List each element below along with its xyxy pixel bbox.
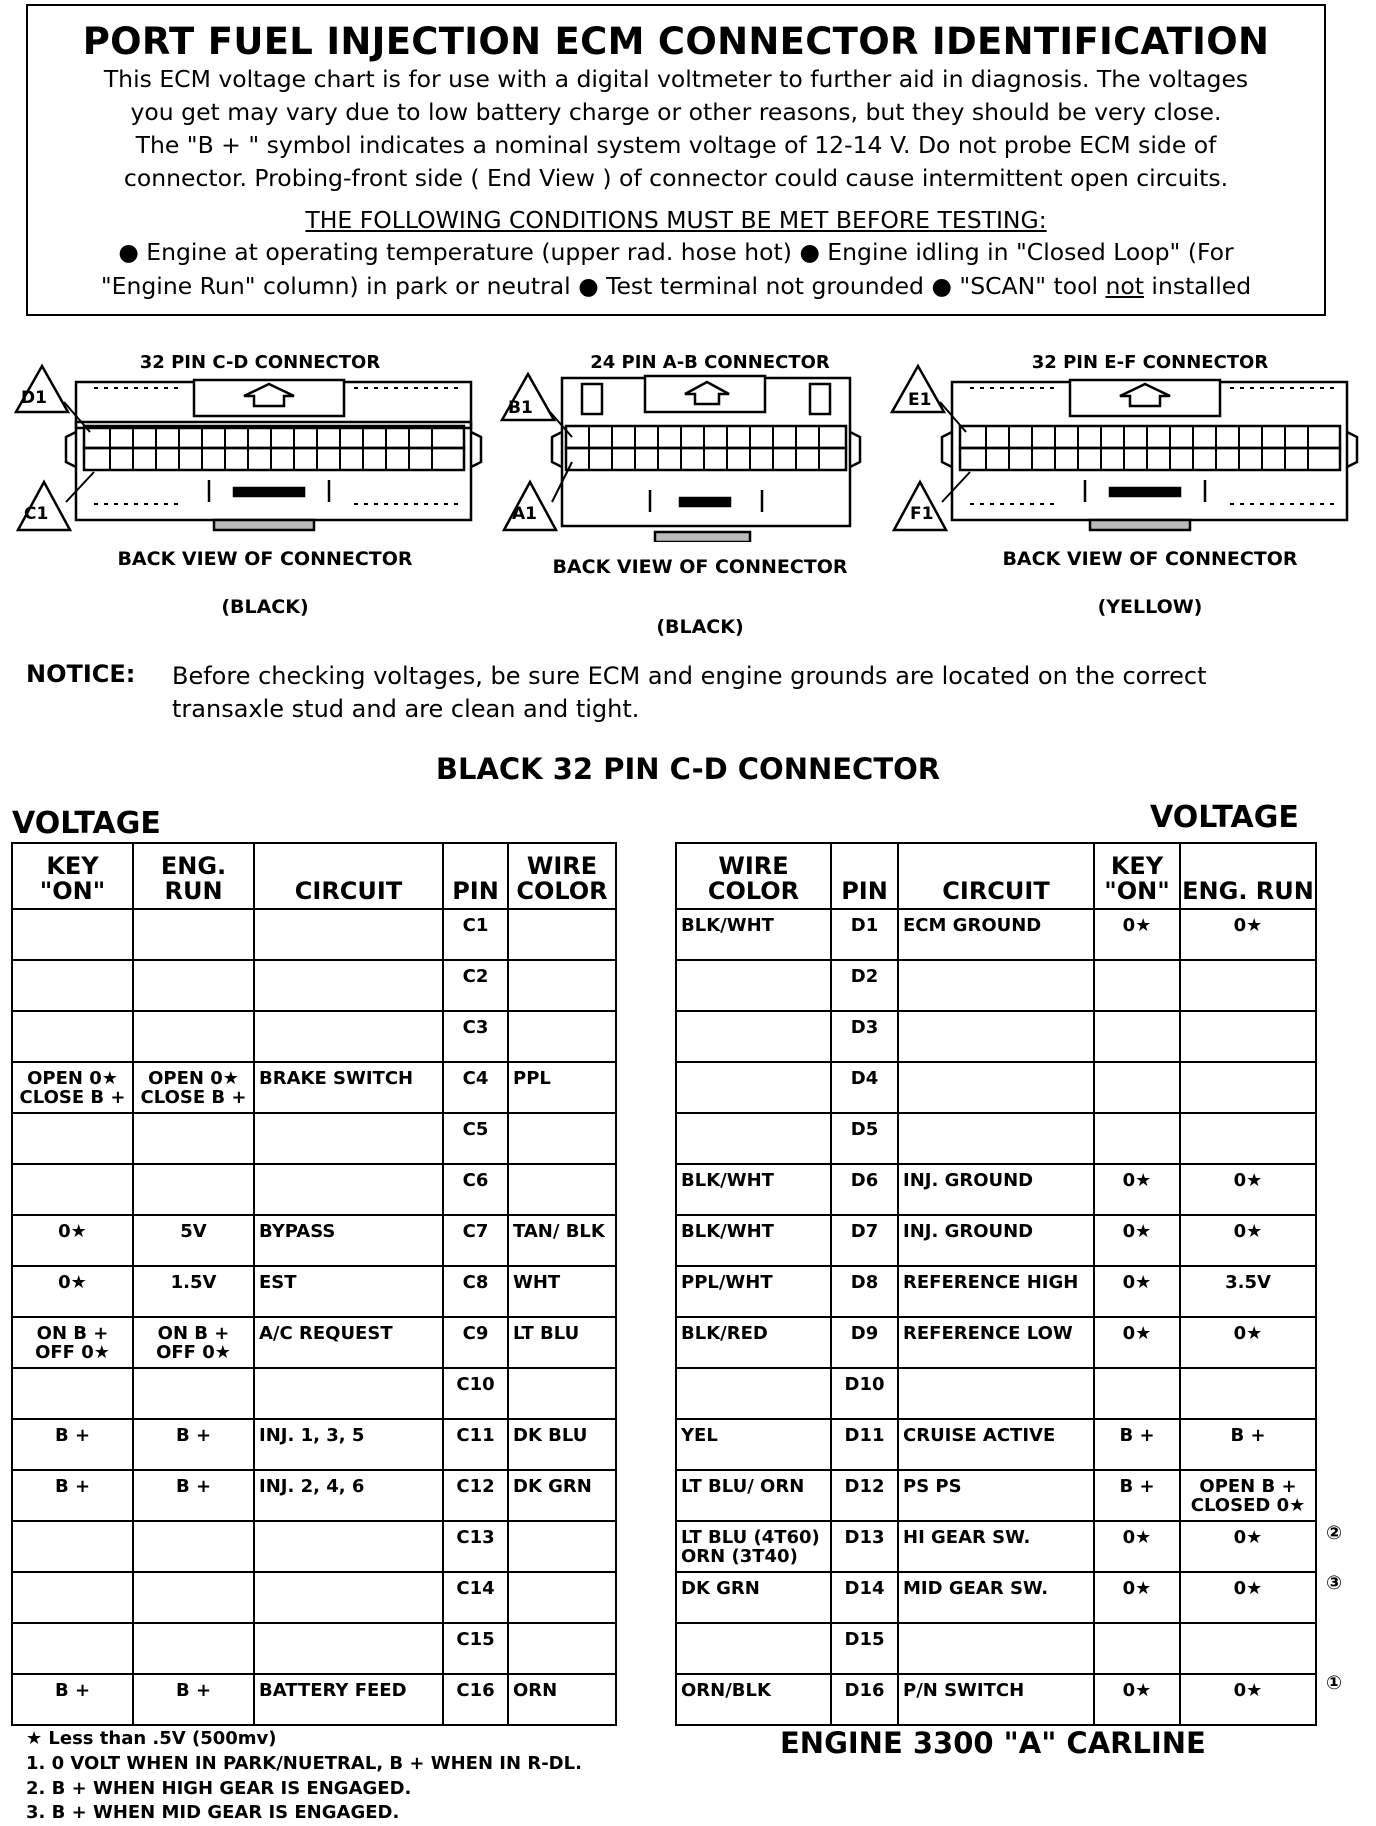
cell-eng-run xyxy=(133,1164,254,1215)
table-row xyxy=(676,1470,1316,1521)
table-row xyxy=(12,1113,616,1164)
cell-eng-run xyxy=(133,1368,254,1419)
note-marker: ③ xyxy=(1326,1572,1343,1594)
cell-wire-color: BLK/WHT xyxy=(676,1164,831,1215)
conditions-line-2-a: "Engine Run" column) in park or neutral ● Test terminal not grounded ● "SCAN" tool xyxy=(100,272,1106,300)
cell-pin: C1 xyxy=(443,909,508,960)
section-title: BLACK 32 PIN C-D CONNECTOR xyxy=(435,752,941,786)
connector-ab-label: 24 PIN A-B CONNECTOR xyxy=(590,352,830,373)
cell-key-on: B + xyxy=(12,1470,133,1521)
cell-eng-run xyxy=(1180,1011,1316,1062)
table-row xyxy=(676,1113,1316,1164)
cell-key-on xyxy=(1094,1623,1180,1674)
cell-key-on: 0★ xyxy=(1094,1521,1180,1572)
cell-eng-run xyxy=(1180,960,1316,1011)
table-row xyxy=(12,1419,616,1470)
cell-circuit xyxy=(254,1113,443,1164)
table-row xyxy=(12,1572,616,1623)
cell-key-on xyxy=(1094,1113,1180,1164)
table-row xyxy=(676,1368,1316,1419)
cell-eng-run: B + xyxy=(1180,1419,1316,1470)
cell-wire-color: BLK/WHT xyxy=(676,1215,831,1266)
cell-key-on xyxy=(1094,1011,1180,1062)
cell-wire-color: BLK/WHT xyxy=(676,909,831,960)
cell-wire-color xyxy=(508,1011,616,1062)
header-circuit: CIRCUIT xyxy=(898,843,1094,909)
marker-c1: C1 xyxy=(24,504,49,524)
table-row xyxy=(12,1011,616,1062)
cell-circuit: EST xyxy=(254,1266,443,1317)
header-circuit: CIRCUIT xyxy=(254,843,443,909)
cell-pin: C8 xyxy=(443,1266,508,1317)
cell-wire-color: LT BLU xyxy=(508,1317,616,1368)
cell-pin: D13 xyxy=(831,1521,898,1572)
cell-eng-run xyxy=(133,960,254,1011)
cell-circuit xyxy=(254,1572,443,1623)
table-row xyxy=(12,1368,616,1419)
notice-line-1: Before checking voltages, be sure ECM and engine grounds are located on the correct xyxy=(172,662,1207,690)
connector-cd-color: (BLACK) xyxy=(221,596,309,618)
cell-eng-run: OPEN 0★ CLOSE B + xyxy=(133,1062,254,1113)
cell-wire-color: ORN/BLK xyxy=(676,1674,831,1725)
cell-wire-color xyxy=(508,1164,616,1215)
cell-key-on xyxy=(12,1113,133,1164)
table-row xyxy=(12,1623,616,1674)
header-eng-run: ENG. RUN xyxy=(1180,843,1316,909)
cell-circuit: ECM GROUND xyxy=(898,909,1094,960)
cell-circuit xyxy=(254,960,443,1011)
connector-ab-color: (BLACK) xyxy=(656,616,744,638)
table-row xyxy=(676,1572,1316,1623)
cell-key-on: 0★ xyxy=(1094,1164,1180,1215)
cell-wire-color: DK GRN xyxy=(676,1572,831,1623)
cell-wire-color: DK GRN xyxy=(508,1470,616,1521)
cell-key-on xyxy=(12,909,133,960)
cell-circuit xyxy=(254,1368,443,1419)
cell-wire-color xyxy=(508,1521,616,1572)
cell-eng-run: B + xyxy=(133,1419,254,1470)
table-row xyxy=(12,1674,616,1725)
cell-pin: C5 xyxy=(443,1113,508,1164)
cell-key-on: 0★ xyxy=(1094,1266,1180,1317)
marker-d1: D1 xyxy=(21,388,47,408)
cell-eng-run xyxy=(133,1623,254,1674)
cell-key-on: B + xyxy=(1094,1470,1180,1521)
cell-key-on: 0★ xyxy=(1094,1674,1180,1725)
marker-a1: A1 xyxy=(512,504,537,524)
connector-ef-diagram xyxy=(890,362,1360,537)
cell-pin: C14 xyxy=(443,1572,508,1623)
cell-wire-color xyxy=(676,1113,831,1164)
cell-circuit xyxy=(254,909,443,960)
cell-wire-color: LT BLU (4T60) ORN (3T40) xyxy=(676,1521,831,1572)
cell-wire-color: YEL xyxy=(676,1419,831,1470)
cell-circuit: PS PS xyxy=(898,1470,1094,1521)
table-row xyxy=(676,1317,1316,1368)
conditions-title: THE FOLLOWING CONDITIONS MUST BE MET BEFORE TESTING: xyxy=(305,206,1047,234)
cell-wire-color: WHT xyxy=(508,1266,616,1317)
header-pin: PIN xyxy=(831,843,898,909)
cell-eng-run: ON B + OFF 0★ xyxy=(133,1317,254,1368)
cell-key-on: ON B + OFF 0★ xyxy=(12,1317,133,1368)
cell-circuit: INJ. GROUND xyxy=(898,1215,1094,1266)
cell-pin: D4 xyxy=(831,1062,898,1113)
cell-key-on: B + xyxy=(1094,1419,1180,1470)
cell-key-on: B + xyxy=(12,1674,133,1725)
cell-wire-color: TAN/ BLK xyxy=(508,1215,616,1266)
connector-cd-view: BACK VIEW OF CONNECTOR xyxy=(117,548,413,570)
cell-key-on: 0★ xyxy=(1094,1317,1180,1368)
cell-pin: D15 xyxy=(831,1623,898,1674)
cell-circuit: REFERENCE HIGH xyxy=(898,1266,1094,1317)
cell-eng-run: OPEN B + CLOSED 0★ xyxy=(1180,1470,1316,1521)
cell-eng-run: B + xyxy=(133,1674,254,1725)
cell-pin: C6 xyxy=(443,1164,508,1215)
cell-eng-run: 5V xyxy=(133,1215,254,1266)
cell-key-on xyxy=(12,1623,133,1674)
cell-eng-run xyxy=(133,1572,254,1623)
cell-pin: C12 xyxy=(443,1470,508,1521)
page-title: PORT FUEL INJECTION ECM CONNECTOR IDENTIFICATION xyxy=(82,20,1270,63)
cell-circuit xyxy=(898,1113,1094,1164)
header-key-on: KEY "ON" xyxy=(1094,843,1180,909)
table-row xyxy=(676,1164,1316,1215)
intro-line-3: The "B + " symbol indicates a nominal system voltage of 12-14 V. Do not probe ECM side of xyxy=(135,131,1217,159)
c-pin-table xyxy=(11,842,617,1726)
d-pin-table xyxy=(675,842,1317,1726)
cell-eng-run: 0★ xyxy=(1180,1164,1316,1215)
cell-pin: D5 xyxy=(831,1113,898,1164)
cell-eng-run: 3.5V xyxy=(1180,1266,1316,1317)
table-row xyxy=(676,1419,1316,1470)
engine-label: ENGINE 3300 "A" CARLINE xyxy=(780,1726,1206,1760)
cell-circuit: INJ. 1, 3, 5 xyxy=(254,1419,443,1470)
conditions-line-2 xyxy=(28,269,1324,303)
connector-cd-diagram xyxy=(14,362,484,537)
cell-circuit: BATTERY FEED xyxy=(254,1674,443,1725)
note-marker: ② xyxy=(1326,1522,1343,1544)
table-row xyxy=(676,1011,1316,1062)
table-row xyxy=(676,1623,1316,1674)
notice-line-2: transaxle stud and are clean and tight. xyxy=(172,695,640,723)
cell-circuit xyxy=(898,1368,1094,1419)
cell-circuit xyxy=(898,1011,1094,1062)
cell-wire-color xyxy=(508,909,616,960)
table-row xyxy=(12,1317,616,1368)
cell-wire-color xyxy=(676,1011,831,1062)
cell-eng-run xyxy=(133,1113,254,1164)
conditions-line-2-b: installed xyxy=(1143,272,1252,300)
cell-pin: C2 xyxy=(443,960,508,1011)
cell-wire-color xyxy=(508,1113,616,1164)
connector-ab-diagram xyxy=(500,362,900,542)
cell-circuit: INJ. 2, 4, 6 xyxy=(254,1470,443,1521)
cell-eng-run xyxy=(1180,1062,1316,1113)
cell-pin: D7 xyxy=(831,1215,898,1266)
cell-pin: D6 xyxy=(831,1164,898,1215)
table-row xyxy=(12,1215,616,1266)
cell-eng-run: 0★ xyxy=(1180,1674,1316,1725)
connector-ab-view: BACK VIEW OF CONNECTOR xyxy=(552,556,848,578)
cell-eng-run xyxy=(133,1521,254,1572)
footnote-star: ★ Less than .5V (500mv) xyxy=(26,1728,277,1749)
cell-key-on: 0★ xyxy=(1094,909,1180,960)
cell-pin: C9 xyxy=(443,1317,508,1368)
notice-label: NOTICE: xyxy=(26,660,136,688)
cell-wire-color xyxy=(508,1623,616,1674)
cell-key-on xyxy=(12,1011,133,1062)
cell-pin: D8 xyxy=(831,1266,898,1317)
cell-circuit: CRUISE ACTIVE xyxy=(898,1419,1094,1470)
cell-circuit xyxy=(898,960,1094,1011)
cell-circuit: BYPASS xyxy=(254,1215,443,1266)
table-row xyxy=(676,1062,1316,1113)
table-row xyxy=(676,960,1316,1011)
cell-pin: D1 xyxy=(831,909,898,960)
table-row xyxy=(676,1674,1316,1725)
cell-eng-run xyxy=(1180,1113,1316,1164)
header-wire-color: WIRE COLOR xyxy=(676,843,831,909)
voltage-label-left: VOLTAGE xyxy=(12,806,161,841)
connector-ef-view: BACK VIEW OF CONNECTOR xyxy=(1002,548,1298,570)
table-row xyxy=(676,1521,1316,1572)
cell-pin: C4 xyxy=(443,1062,508,1113)
cell-pin: D2 xyxy=(831,960,898,1011)
cell-pin: C11 xyxy=(443,1419,508,1470)
cell-eng-run xyxy=(133,1011,254,1062)
cell-eng-run: 0★ xyxy=(1180,909,1316,960)
cell-wire-color xyxy=(508,1368,616,1419)
table-row xyxy=(12,960,616,1011)
footnote-3: 3. B + WHEN MID GEAR IS ENGAGED. xyxy=(26,1802,400,1823)
cell-key-on xyxy=(1094,960,1180,1011)
cell-wire-color xyxy=(508,960,616,1011)
cell-wire-color xyxy=(676,1623,831,1674)
cell-circuit xyxy=(254,1623,443,1674)
cell-key-on xyxy=(12,1164,133,1215)
connector-cd-label: 32 PIN C-D CONNECTOR xyxy=(139,352,381,373)
cell-key-on: 0★ xyxy=(12,1266,133,1317)
cell-key-on xyxy=(1094,1368,1180,1419)
marker-e1: E1 xyxy=(908,390,932,410)
cell-pin: C13 xyxy=(443,1521,508,1572)
cell-pin: C16 xyxy=(443,1674,508,1725)
notice-text xyxy=(172,660,1322,726)
cell-key-on: OPEN 0★ CLOSE B + xyxy=(12,1062,133,1113)
connector-ef-label: 32 PIN E-F CONNECTOR xyxy=(1031,352,1269,373)
cell-wire-color xyxy=(676,1368,831,1419)
cell-circuit: HI GEAR SW. xyxy=(898,1521,1094,1572)
cell-eng-run: 0★ xyxy=(1180,1317,1316,1368)
cell-eng-run: B + xyxy=(133,1470,254,1521)
cell-eng-run: 0★ xyxy=(1180,1572,1316,1623)
cell-pin: D14 xyxy=(831,1572,898,1623)
cell-wire-color: PPL xyxy=(508,1062,616,1113)
cell-pin: C10 xyxy=(443,1368,508,1419)
cell-circuit: A/C REQUEST xyxy=(254,1317,443,1368)
cell-wire-color: DK BLU xyxy=(508,1419,616,1470)
table-row xyxy=(12,909,616,960)
table-row xyxy=(12,1266,616,1317)
header-eng-run: ENG. RUN xyxy=(133,843,254,909)
cell-eng-run xyxy=(1180,1623,1316,1674)
cell-wire-color: LT BLU/ ORN xyxy=(676,1470,831,1521)
cell-eng-run: 1.5V xyxy=(133,1266,254,1317)
conditions-not-underlined: not xyxy=(1105,272,1144,300)
cell-wire-color xyxy=(508,1572,616,1623)
cell-circuit xyxy=(254,1164,443,1215)
cell-pin: D11 xyxy=(831,1419,898,1470)
cell-circuit: REFERENCE LOW xyxy=(898,1317,1094,1368)
cell-pin: D16 xyxy=(831,1674,898,1725)
cell-circuit: P/N SWITCH xyxy=(898,1674,1094,1725)
cell-circuit xyxy=(254,1521,443,1572)
connector-ef-color: (YELLOW) xyxy=(1097,596,1203,618)
cell-key-on: 0★ xyxy=(1094,1215,1180,1266)
cell-wire-color: PPL/WHT xyxy=(676,1266,831,1317)
header-key-on: KEY "ON" xyxy=(12,843,133,909)
cell-circuit: MID GEAR SW. xyxy=(898,1572,1094,1623)
cell-wire-color: ORN xyxy=(508,1674,616,1725)
header-wire-color: WIRE COLOR xyxy=(508,843,616,909)
cell-eng-run: 0★ xyxy=(1180,1215,1316,1266)
cell-circuit xyxy=(898,1623,1094,1674)
cell-pin: C3 xyxy=(443,1011,508,1062)
table-row xyxy=(676,1215,1316,1266)
intro-line-4: connector. Probing-front side ( End View ) of connector could cause intermittent open circuits. xyxy=(123,164,1229,192)
cell-pin: C15 xyxy=(443,1623,508,1674)
cell-pin: D9 xyxy=(831,1317,898,1368)
cell-eng-run xyxy=(133,909,254,960)
table-row xyxy=(676,909,1316,960)
cell-key-on xyxy=(12,1572,133,1623)
cell-eng-run: 0★ xyxy=(1180,1521,1316,1572)
cell-pin: D3 xyxy=(831,1011,898,1062)
voltage-label-right: VOLTAGE xyxy=(1150,800,1299,835)
cell-eng-run xyxy=(1180,1368,1316,1419)
marker-f1: F1 xyxy=(910,504,934,524)
header-box xyxy=(26,4,1326,316)
header-pin: PIN xyxy=(443,843,508,909)
footnote-1: 1. 0 VOLT WHEN IN PARK/NUETRAL, B + WHEN IN R-DL. xyxy=(26,1753,582,1774)
table-row xyxy=(12,1062,616,1113)
intro-line-2: you get may vary due to low battery charge or other reasons, but they should be very close. xyxy=(130,98,1222,126)
cell-key-on: B + xyxy=(12,1419,133,1470)
cell-key-on xyxy=(12,960,133,1011)
cell-wire-color xyxy=(676,960,831,1011)
cell-wire-color: BLK/RED xyxy=(676,1317,831,1368)
cell-wire-color xyxy=(676,1062,831,1113)
cell-key-on: 0★ xyxy=(1094,1572,1180,1623)
intro-line-1: This ECM voltage chart is for use with a digital voltmeter to further aid in diagnosis. The voltages xyxy=(103,65,1249,93)
cell-pin: D12 xyxy=(831,1470,898,1521)
cell-key-on xyxy=(1094,1062,1180,1113)
table-row xyxy=(12,1164,616,1215)
cell-pin: D10 xyxy=(831,1368,898,1419)
conditions-line-1: ● Engine at operating temperature (upper rad. hose hot) ● Engine idling in "Closed Loop" (For xyxy=(118,238,1234,266)
cell-key-on: 0★ xyxy=(12,1215,133,1266)
cell-pin: C7 xyxy=(443,1215,508,1266)
cell-key-on xyxy=(12,1368,133,1419)
marker-b1: B1 xyxy=(508,398,533,418)
table-row xyxy=(12,1470,616,1521)
cell-circuit xyxy=(254,1011,443,1062)
table-row xyxy=(676,1266,1316,1317)
table-row xyxy=(12,1521,616,1572)
note-marker: ① xyxy=(1326,1672,1343,1694)
cell-key-on xyxy=(12,1521,133,1572)
cell-circuit: BRAKE SWITCH xyxy=(254,1062,443,1113)
footnote-2: 2. B + WHEN HIGH GEAR IS ENGAGED. xyxy=(26,1778,412,1799)
cell-circuit xyxy=(898,1062,1094,1113)
cell-circuit: INJ. GROUND xyxy=(898,1164,1094,1215)
